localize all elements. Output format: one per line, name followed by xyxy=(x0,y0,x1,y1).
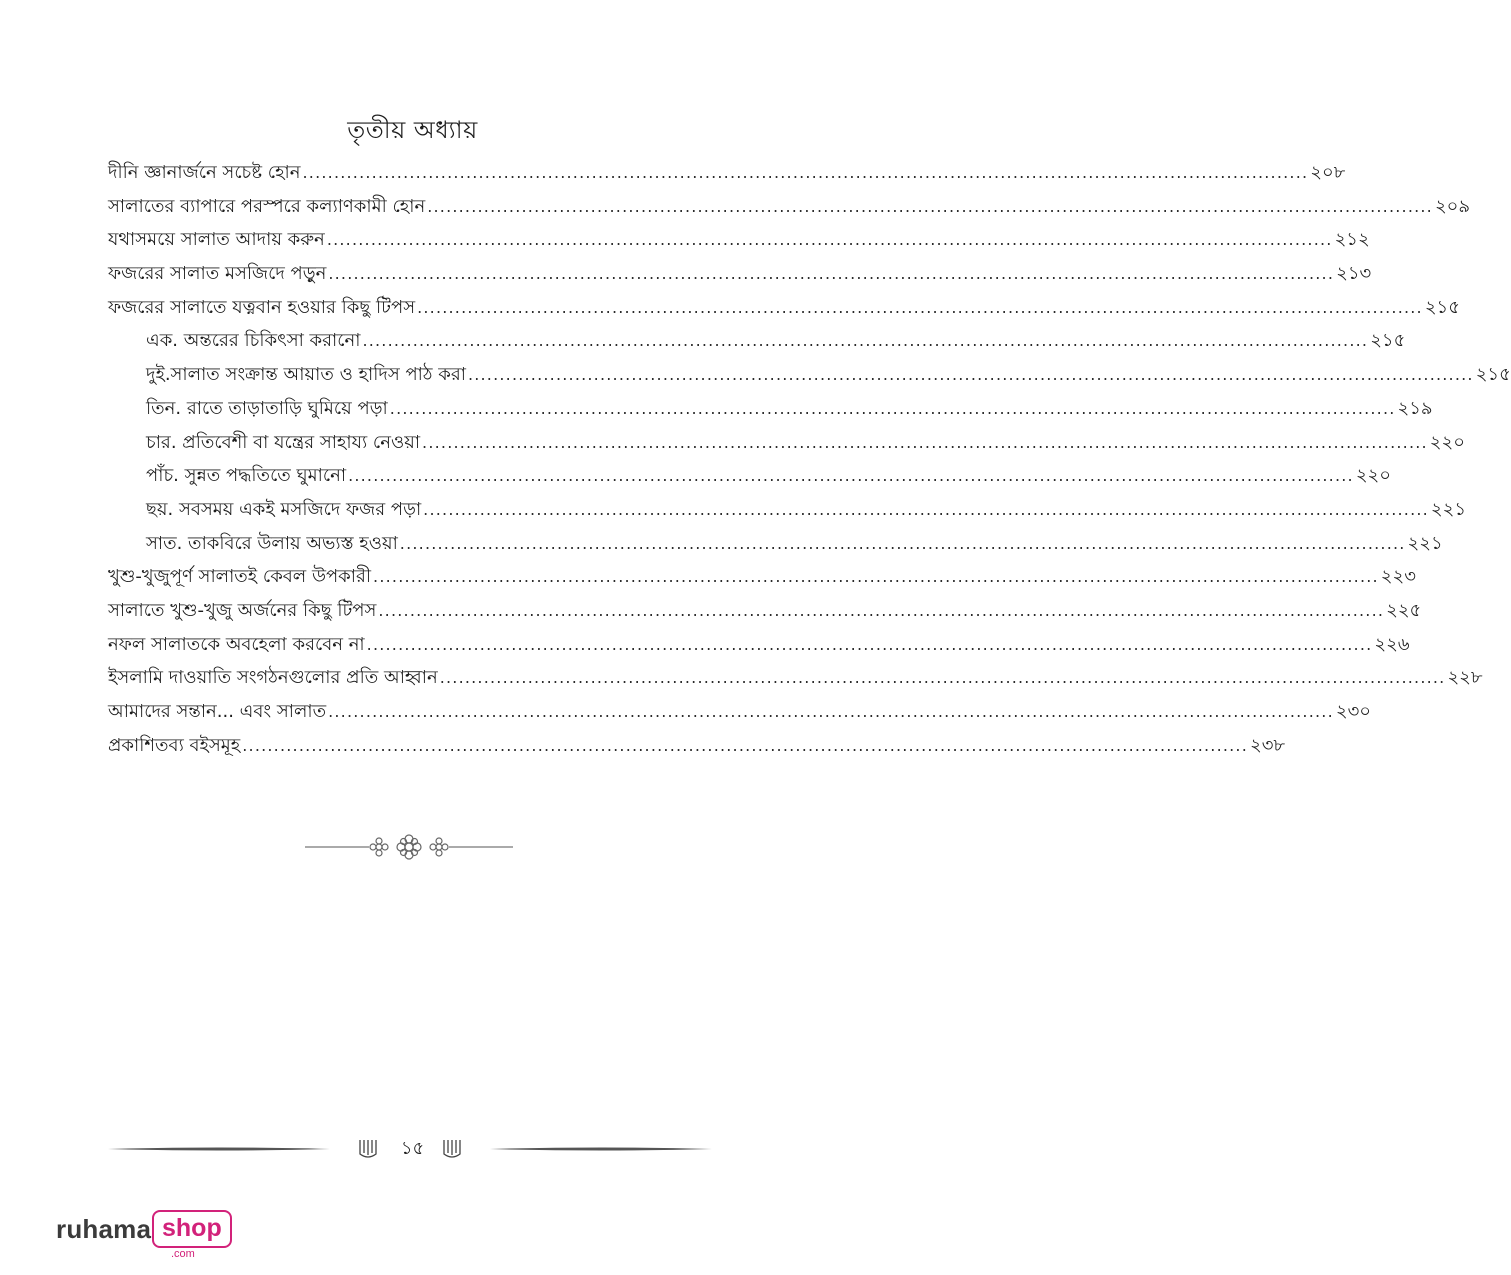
toc-entry-page-number: ২২১ xyxy=(1407,532,1443,554)
toc-entry-title: ফজরের সালাত মসজিদে পড়ুন xyxy=(108,263,327,285)
dot-leader: ................................................................................................................................................................ xyxy=(348,466,1354,486)
toc-entry-page-number: ২১৯ xyxy=(1397,397,1433,419)
toc-entry-page-number: ২২১ xyxy=(1430,498,1467,520)
toc-entry-page-number: ২২০ xyxy=(1429,431,1465,453)
toc-entry xyxy=(108,190,1471,224)
toc-entry-title: খুশু-খুজুপূর্ণ সালাতই কেবল উপকারী xyxy=(108,566,372,588)
dot-leader: ................................................................................................................................................................ xyxy=(328,702,1334,721)
toc-entry-page-number: ২৩০ xyxy=(1335,701,1371,722)
toc-entry-title: যথাসময়ে সালাত আদায় করুন xyxy=(108,229,325,251)
toc-entry-page-number: ২০৮ xyxy=(1310,162,1346,183)
toc-entry-title: দুই.সালাত সংক্রান্ত আয়াত ও হাদিস পাঠ করা xyxy=(146,364,466,386)
toc-entry xyxy=(108,291,1460,325)
toc-entry-page-number: ২২৩ xyxy=(1380,566,1416,588)
toc-entry xyxy=(108,729,1286,763)
toc-entry-title: তিন. রাতে তাড়াতাড়ি ঘুমিয়ে পড়া xyxy=(146,397,388,419)
toc-entry-page-number: ২১৫ xyxy=(1475,364,1511,386)
dot-leader: ................................................................................................................................................................ xyxy=(326,230,1333,250)
dot-leader: ................................................................................................................................................................ xyxy=(242,735,1248,755)
toc-subentry xyxy=(108,324,1406,358)
dot-leader: ................................................................................................................................................................ xyxy=(423,499,1429,519)
toc-subentry xyxy=(108,358,1511,392)
logo-text-domain: .com xyxy=(171,1248,195,1260)
toc-entry-title: ইসলামি দাওয়াতি সংগঠনগুলোর প্রতি আহ্বান xyxy=(108,667,438,689)
toc-entry-title: নফল সালাতকে অবহেলা করবেন না xyxy=(108,633,365,655)
dot-leader: ................................................................................................................................................................ xyxy=(373,567,1379,587)
toc-subentry xyxy=(108,527,1443,561)
toc-entry-page-number: ২০৯ xyxy=(1434,195,1471,217)
toc-subentry xyxy=(108,459,1391,493)
logo-text-ruhama: ruhama xyxy=(56,1214,152,1244)
dot-leader: ................................................................................................................................................................ xyxy=(328,264,1335,284)
toc-entry xyxy=(108,223,1370,257)
toc-entry-title: সাত. তাকবিরে উলায় অভ্যস্ত হওয়া xyxy=(146,532,398,554)
toc-entry-page-number: ২২৬ xyxy=(1374,633,1410,655)
logo-text-shop: shop xyxy=(152,1210,232,1248)
toc-subentry xyxy=(108,392,1433,426)
floral-divider-ornament xyxy=(305,832,513,862)
toc-entry-title: এক. অন্তরের চিকিৎসা করানো xyxy=(146,330,361,352)
toc-entry-title: দীনি জ্ঞানার্জনে সচেষ্ট হোন xyxy=(108,162,301,183)
toc-entry-title: ফজরের সালাতে যত্নবান হওয়ার কিছু টিপস xyxy=(108,296,416,318)
toc-entry-title: আমাদের সন্তান... এবং সালাত xyxy=(108,701,327,722)
toc-entry xyxy=(108,695,1371,729)
dot-leader: ................................................................................................................................................................ xyxy=(362,331,1369,351)
toc-entry-title: ছয়. সবসময় একই মসজিদে ফজর পড়া xyxy=(146,498,422,520)
toc-entry-page-number: ২১২ xyxy=(1334,229,1370,251)
toc-entry-page-number: ২১৫ xyxy=(1370,330,1406,352)
dot-leader: ................................................................................................................................................................ xyxy=(427,196,1433,216)
dot-leader: ................................................................................................................................................................ xyxy=(439,668,1446,688)
table-of-contents xyxy=(108,156,1511,762)
dot-leader: ................................................................................................................................................................ xyxy=(467,365,1474,385)
chapter-title: তৃতীয় অধ্যায় xyxy=(347,116,478,144)
toc-entry-title: চার. প্রতিবেশী বা যন্ত্রের সাহায্য নেওয়া xyxy=(146,431,421,453)
toc-entry xyxy=(108,594,1422,628)
toc-subentry xyxy=(108,426,1465,460)
dot-leader: ................................................................................................................................................................ xyxy=(302,163,1309,182)
toc-entry-page-number: ২২৮ xyxy=(1447,667,1483,689)
toc-entry-page-number: ২১৫ xyxy=(1424,296,1460,318)
toc-entry xyxy=(108,257,1372,291)
page-number: ১৫ xyxy=(400,1138,425,1159)
toc-entry xyxy=(108,156,1346,190)
toc-subentry xyxy=(108,493,1467,527)
dot-leader: ................................................................................................................................................................ xyxy=(366,634,1373,654)
dot-leader: ................................................................................................................................................................ xyxy=(389,398,1396,418)
dot-leader: ................................................................................................................................................................ xyxy=(417,297,1423,317)
toc-entry-title: পাঁচ. সুন্নত পদ্ধতিতে ঘুমানো xyxy=(146,465,347,487)
toc-entry-title: সালাতে খুশু-খুজু অর্জনের কিছু টিপস xyxy=(108,599,377,621)
dot-leader: ................................................................................................................................................................ xyxy=(378,600,1385,620)
ruhamashop-logo xyxy=(56,1210,246,1262)
toc-entry xyxy=(108,560,1416,594)
dot-leader: ................................................................................................................................................................ xyxy=(422,432,1428,452)
toc-entry-page-number: ২১৩ xyxy=(1336,263,1372,285)
toc-entry xyxy=(108,628,1410,662)
toc-entry xyxy=(108,661,1483,695)
toc-entry-title: প্রকাশিতব্য বইসমূহ xyxy=(108,734,241,756)
toc-entry-page-number: ২২৫ xyxy=(1386,599,1422,621)
toc-entry-page-number: ২৩৮ xyxy=(1250,734,1286,756)
toc-entry-page-number: ২২০ xyxy=(1355,465,1391,487)
toc-entry-title: সালাতের ব্যাপারে পরস্পরে কল্যাণকামী হোন xyxy=(108,195,426,217)
dot-leader: ................................................................................................................................................................ xyxy=(399,533,1406,553)
